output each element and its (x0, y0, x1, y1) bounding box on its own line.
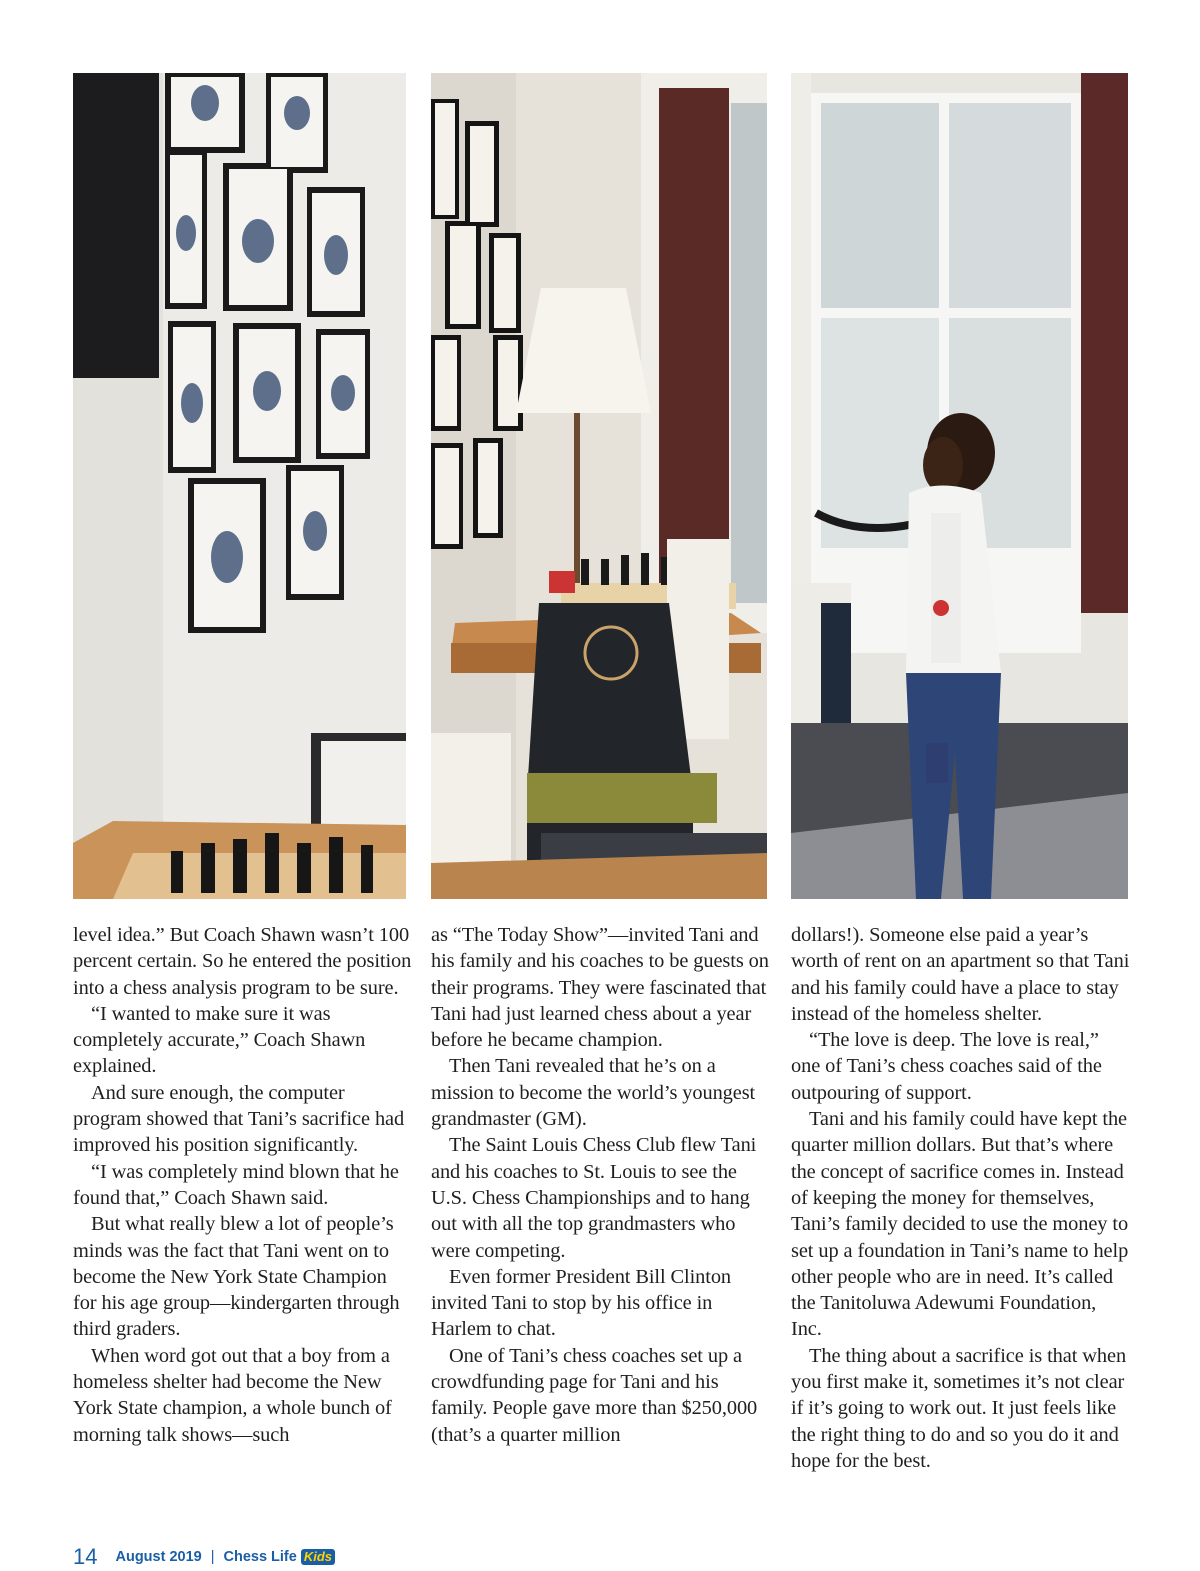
paragraph: “The love is deep. The love is real,” one of Tani’s chess coaches said of the outpouring of support. (791, 1029, 1102, 1104)
paragraph: “I was completely mind blown that he found that,” Coach Shawn said. (73, 1160, 399, 1209)
paragraph: Tani and his family could have kept the quarter million dollars. But that’s where the concept of sacrifice comes in. Instead of keeping the money for themselves, Tani’s family decided to use the money to set up a foundation in Tani’s name to help other people who are in need. It’s called the Tanitoluwa Adewumi Foundation, Inc. (791, 1108, 1129, 1341)
page-number: 14 (73, 1544, 98, 1569)
paragraph: level idea.” But Coach Shawn wasn’t 100 percent certain. So he entered the position into a chess analysis program to be sure. (73, 924, 412, 999)
paragraph: as “The Today Show”—invited Tani and his family and his coaches to be guests on their programs. They were fascinated that Tani had just learned chess about a year before he became champion. (431, 924, 769, 1052)
text-column-3 (791, 922, 1131, 1474)
paragraph: When word got out that a boy from a homeless shelter had become the New York State champion, a whole bunch of morning talk shows—such (73, 1344, 392, 1446)
paragraph: But what really blew a lot of people’s minds was the fact that Tani went on to become the New York State Champion for his age group—kindergarten through third graders. (73, 1213, 400, 1341)
text-column-1 (73, 922, 413, 1448)
paragraph: The thing about a sacrifice is that when you first make it, sometimes it’s not clear if it’s going to work out. It just feels like the right thing to do and so you do it and hope for the best. (791, 1344, 1127, 1472)
paragraph: One of Tani’s chess coaches set up a crowdfunding page for Tani and his family. People gave more than $250,000 (that’s a quarter million (431, 1344, 758, 1446)
paragraph: dollars!). Someone else paid a year’s worth of rent on an apartment so that Tani and his family could have a place to stay instead of the homeless shelter. (791, 924, 1130, 1025)
paragraph: Even former President Bill Clinton invited Tani to stop by his office in Harlem to chat. (431, 1265, 732, 1341)
photo-portrait-wall (73, 73, 406, 899)
text-column-2 (431, 922, 771, 1448)
paragraph: The Saint Louis Chess Club flew Tani and his coaches to St. Louis to see the U.S. Chess Championships and to hang out with all the top grandmasters who were competing. (431, 1134, 757, 1262)
magazine-name: Chess Life (223, 1549, 297, 1565)
paragraph: And sure enough, the computer program showed that Tani’s sacrifice had improved his position significantly. (73, 1081, 405, 1157)
kids-logo: Kids (301, 1549, 335, 1565)
paragraph: “I wanted to make sure it was completely accurate,” Coach Shawn explained. (73, 1002, 366, 1078)
photo-boy-at-window (791, 73, 1128, 899)
page-footer (73, 1543, 335, 1571)
issue-date: August 2019 (115, 1549, 202, 1565)
paragraph: Then Tani revealed that he’s on a mission to become the world’s youngest grandmaster (GM). (431, 1055, 756, 1131)
photo-chess-table-room (431, 73, 767, 899)
footer-separator: | (210, 1549, 215, 1565)
